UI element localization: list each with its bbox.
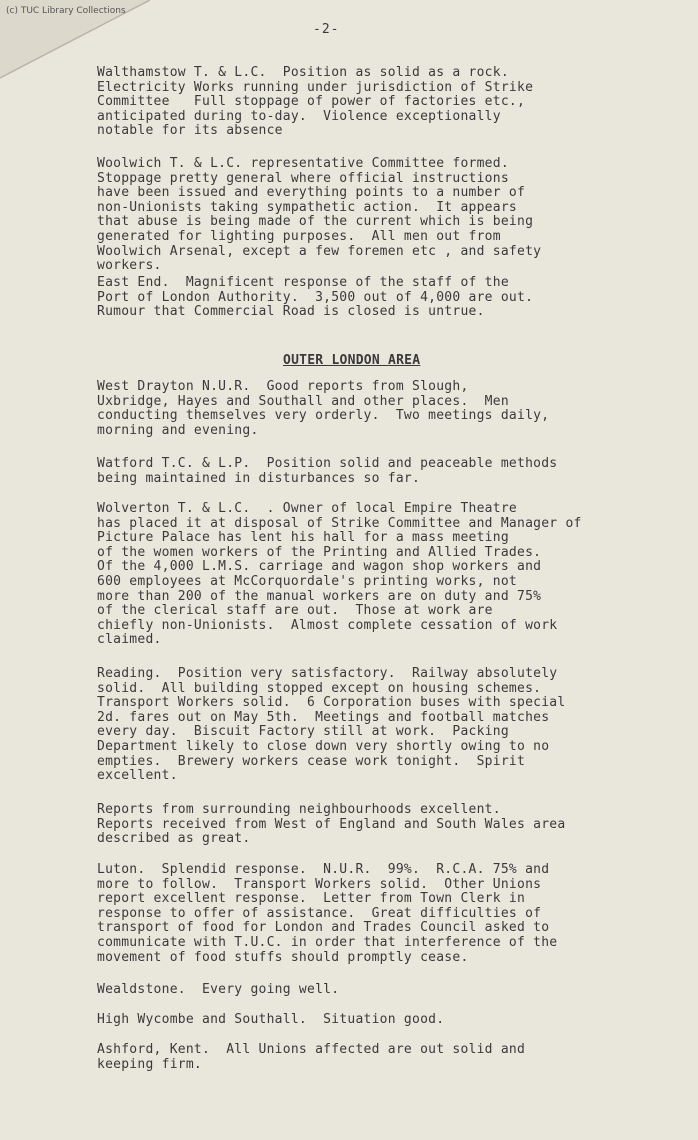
paragraph-woolwich: Woolwich T. & L.C. representative Committee formed. Stoppage pretty general where official instructions have been issued and everything points to a number of non-Unionists taking sympathetic action. It appears that abuse is being made of the current which is being generated for lighting purposes. All men out from Woolwich Arsenal, except a few foremen etc , and safety workers. (97, 156, 542, 274)
watermark: (c) TUC Library Collections (6, 6, 126, 16)
paragraph-ashford: Ashford, Kent. All Unions affected are out solid and keeping firm. (97, 1042, 526, 1072)
page-number: -2- (313, 22, 340, 37)
paragraph-walthamstow: Walthamstow T. & L.C. Position as solid as a rock. Electricity Works running under jurisdiction of Strike Committee Full stoppage of power of factories etc., anticipated during to-day. Violence exceptionally notable for its absence (97, 65, 534, 139)
section-heading: OUTER LONDON AREA (283, 353, 421, 368)
paragraph-wealdstone: Wealdstone. Every going well. (97, 982, 340, 997)
paragraph-luton: Luton. Splendid response. N.U.R. 99%. R.C.A. 75% and more to follow. Transport Workers solid. Other Unions report excellent response. Letter from Town Clerk in response to offer of assistance. Great difficulties of transport of food for London and Trades Council asked to communicate with T.U.C. in order that interference of the movement of food stuffs should promptly cease. (97, 862, 558, 965)
paragraph-watford: Watford T.C. & L.P. Position solid and peaceable methods being maintained in disturbances so far. (97, 456, 558, 486)
paragraph-west-drayton: West Drayton N.U.R. Good reports from Slough, Uxbridge, Hayes and Southall and other places. Men conducting themselves very orderly. Two meetings daily, morning and evening. (97, 379, 550, 438)
paragraph-east-end: East End. Magnificent response of the staff of the Port of London Authority. 3,500 out of 4,000 are out. Rumour that Commercial Road is closed is untrue. (97, 275, 534, 320)
paragraph-high-wycombe: High Wycombe and Southall. Situation good. (97, 1012, 445, 1027)
paragraph-wolverton: Wolverton T. & L.C. . Owner of local Empire Theatre has placed it at disposal of Strike Committee and Manager of Picture Palace has lent his hall for a mass meeting of the women workers of the Printing and Allied Trades. Of the 4,000 L.M.S. carriage and wagon shop workers and 600 employees at McCorquordale's printing works, not more than 200 of the manual workers are on duty and 75% of the clerical staff are out. Those at work are chiefly non-Unionists. Almost complete cessation of work claimed. (97, 501, 582, 648)
paragraph-neighbourhoods: Reports from surrounding neighbourhoods excellent. Reports received from West of England and South Wales area described as great. (97, 802, 566, 847)
paragraph-reading: Reading. Position very satisfactory. Railway absolutely solid. All building stopped except on housing schemes. Transport Workers solid. 6 Corporation buses with special 2d. fares out on May 5th. Meetings and football matches every day. Biscuit Factory still at work. Packing Department likely to close down very shortly owing to no empties. Brewery workers cease work tonight. Spirit excellent. (97, 666, 566, 784)
